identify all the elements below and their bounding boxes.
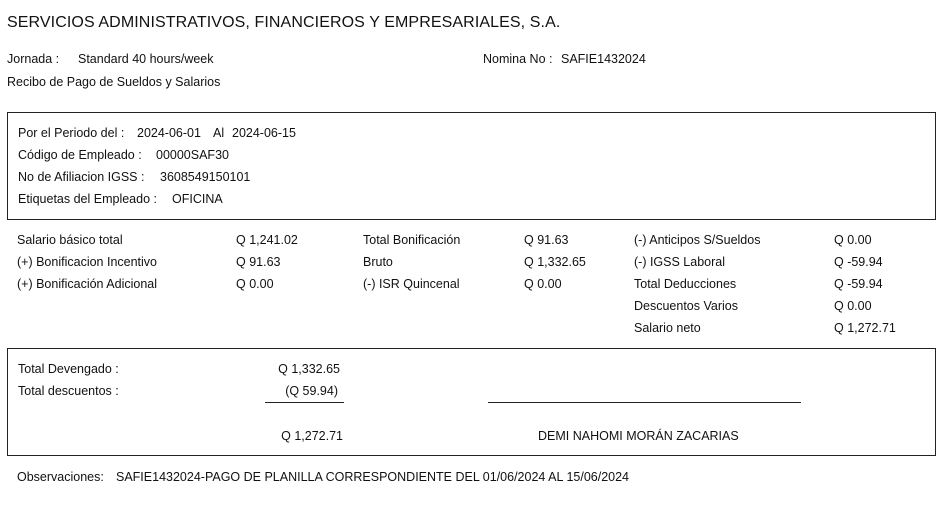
total-value: Q 1,332.65 [524, 255, 586, 269]
devengado-label: Total Devengado : [18, 362, 119, 376]
company-name: SERVICIOS ADMINISTRATIVOS, FINANCIEROS Y EMPRESARIALES, S.A. [7, 14, 561, 31]
signature-line [488, 402, 801, 403]
earning-label: (+) Bonificación Adicional [17, 277, 158, 291]
salario-neto-value: Q 1,272.71 [834, 321, 896, 335]
earning-value: Q 0.00 [236, 277, 274, 291]
jornada-value: Standard 40 hours/week [78, 52, 214, 66]
periodo-label: Por el Periodo del : [18, 126, 125, 140]
nomina-label: Nomina No : [483, 52, 553, 66]
igss-label: No de Afiliacion IGSS : [18, 170, 145, 184]
descuentos-value: (Q 59.94) [285, 384, 338, 398]
total-value: Q 0.00 [524, 277, 562, 291]
total-value: Q 91.63 [524, 233, 569, 247]
earning-value: Q 91.63 [236, 255, 281, 269]
periodo-end: 2024-06-15 [232, 126, 296, 140]
total-label: Total Bonificación [363, 233, 461, 247]
deduction-value: Q -59.94 [834, 255, 883, 269]
etiquetas-label: Etiquetas del Empleado : [18, 192, 157, 206]
earning-label: (+) Bonificacion Incentivo [17, 255, 158, 269]
codigo-value: 00000SAF30 [156, 148, 229, 162]
salario-neto-label: Salario neto [634, 321, 701, 335]
deduction-label: Total Deducciones [634, 277, 737, 291]
earning-label: Salario básico total [17, 233, 123, 247]
observaciones-label: Observaciones: [17, 470, 104, 484]
net-value: Q 1,272.71 [281, 429, 343, 443]
deduction-label: (-) IGSS Laboral [634, 255, 726, 269]
devengado-value: Q 1,332.65 [278, 362, 340, 376]
receipt-subtitle: Recibo de Pago de Sueldos y Salarios [7, 75, 221, 89]
deduction-value: Q 0.00 [834, 299, 872, 313]
periodo-start: 2024-06-01 [137, 126, 201, 140]
deduction-label: Descuentos Varios [634, 299, 738, 313]
sum-underline [265, 402, 344, 403]
nomina-value: SAFIE1432024 [561, 52, 646, 66]
descuentos-label: Total descuentos : [18, 384, 119, 398]
etiquetas-value: OFICINA [172, 192, 223, 206]
jornada-label: Jornada : [7, 52, 60, 66]
deduction-label: (-) Anticipos S/Sueldos [634, 233, 761, 247]
periodo-al: Al [213, 126, 225, 140]
total-label: Bruto [363, 255, 393, 269]
employee-name: DEMI NAHOMI MORÁN ZACARIAS [538, 429, 739, 443]
deduction-value: Q 0.00 [834, 233, 872, 247]
total-label: (-) ISR Quincenal [363, 277, 460, 291]
igss-value: 3608549150101 [160, 170, 251, 184]
earning-value: Q 1,241.02 [236, 233, 298, 247]
observaciones-value: SAFIE1432024-PAGO DE PLANILLA CORRESPONDIENTE DEL 01/06/2024 AL 15/06/2024 [116, 470, 630, 484]
codigo-label: Código de Empleado : [18, 148, 142, 162]
deduction-value: Q -59.94 [834, 277, 883, 291]
